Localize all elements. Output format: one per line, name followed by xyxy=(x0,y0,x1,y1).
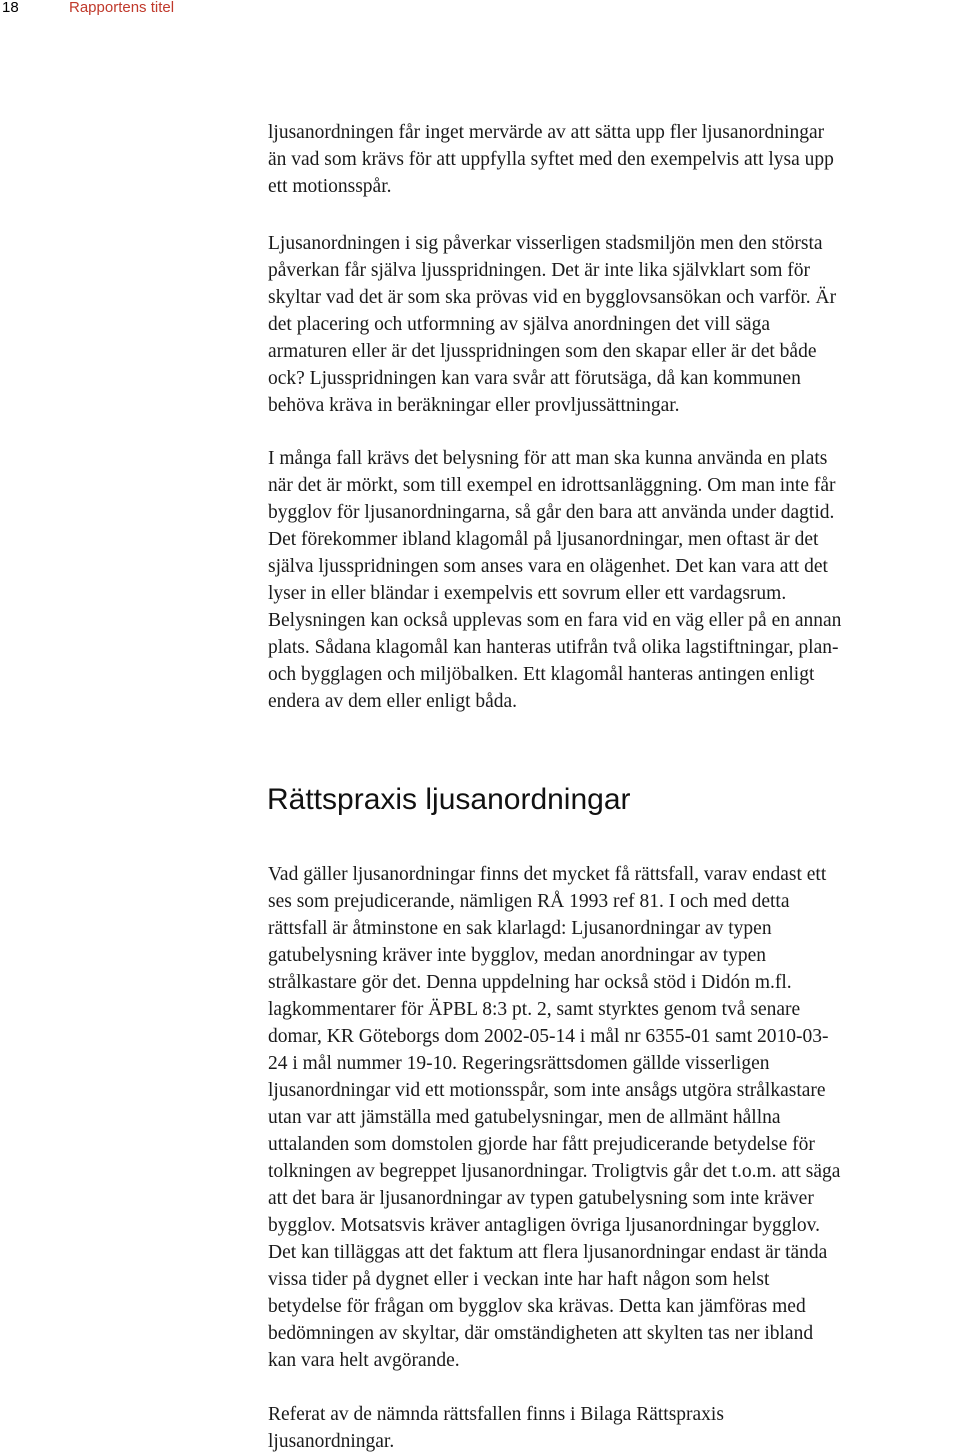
paragraph-case-law: Vad gäller ljusanordningar finns det mycket få rättsfall, varav endast ett ses som prejudicerande, nämligen RÅ 1993 ref 81. I och med detta rättsfall är åtminstone en sak klarlagd: Ljusanordningar av typen gatubelysning kräver inte bygglov, medan anordningar av typen strålkastare gör det. Denna uppdelning har också stöd i Didón m.fl. lagkommentarer för ÄPBL 8:3 pt. 2, samt styrktes genom två senare domar, KR Göteborgs dom 2002-05-14 i mål nr 6355-01 samt 2010-03- 24 i mål nummer 19-10. Regeringsrättsdomen gällde visserligen ljusanordningar vid ett motionsspår, som inte ansågs utgöra strålkastare utan var att jämställa med gatubelysningar, men de allmänt hållna uttalanden som domstolen gjorde har fått prejudicerande betydelse för tolkningen av begreppet ljusanordningar. Troligtvis går det t.o.m. att säga att det bara är ljusanordningar av typen gatubelysning som inte kräver bygglov. Motsatsvis kräver antagligen övriga ljusanordningar bygglov. Det kan tilläggas att det faktum att flera ljusanordningar endast är tända vissa tider på dygnet eller i veckan inte har haft någon som helst betydelse för frågan om bygglov ska krävas. Detta kan jämföras med bedömningen av skyltar, där omständigheten att skylten tas ner ibland kan vara helt avgörande. xyxy=(268,864,841,1371)
page-header xyxy=(0,0,960,24)
paragraph-complaints: I många fall krävs det belysning för att man ska kunna använda en plats när det är mörkt, som till exempel en idrottsanläggning. Om man inte får bygglov för ljusanordningarna, så går den bara att använda under dagtid. Det förekommer ibland klagomål på ljusanordningar, men oftast är det själva ljusspridningen som anses vara en olägenhet. Det kan vara att det lyser in eller bländar i exempelvis ett sovrum eller ett vardagsrum. Belysningen kan också upplevas som en fara vid en väg eller på en annan plats. Sådana klagomål kan hanteras utifrån två olika lagstiftningar, plan- och bygglagen och miljöbalken. Ett klagomål hanteras antingen enligt endera av dem eller enligt båda. xyxy=(268,448,842,712)
paragraph-intro-continuation: ljusanordningen får inget mervärde av att sätta upp fler ljusanordningar än vad som krävs för att uppfylla syftet med den exempelvis att lysa upp ett motionsspår. xyxy=(268,122,834,197)
page-number: 18 xyxy=(2,0,19,16)
paragraph-light-spread: Ljusanordningen i sig påverkar visserligen stadsmiljön men den största påverkan får själva ljusspridningen. Det är inte lika självklart som för skyltar vad det är som ska prövas vid en bygglovsansökan och varför. Är det placering och utformning av själva anordningen det vill säga armaturen eller är det ljusspridningen som den skapar eller är det både ock? Ljusspridningen kan vara svår att förutsäga, då kan kommunen behöva kräva in beräkningar eller provljussättningar. xyxy=(268,233,837,416)
paragraph-reference: Referat av de nämnda rättsfallen finns i Bilaga Rättspraxis ljusanordningar. xyxy=(268,1404,724,1452)
running-title: Rapportens titel xyxy=(69,0,175,16)
section-heading: Rättspraxis ljusanordningar xyxy=(267,783,631,816)
